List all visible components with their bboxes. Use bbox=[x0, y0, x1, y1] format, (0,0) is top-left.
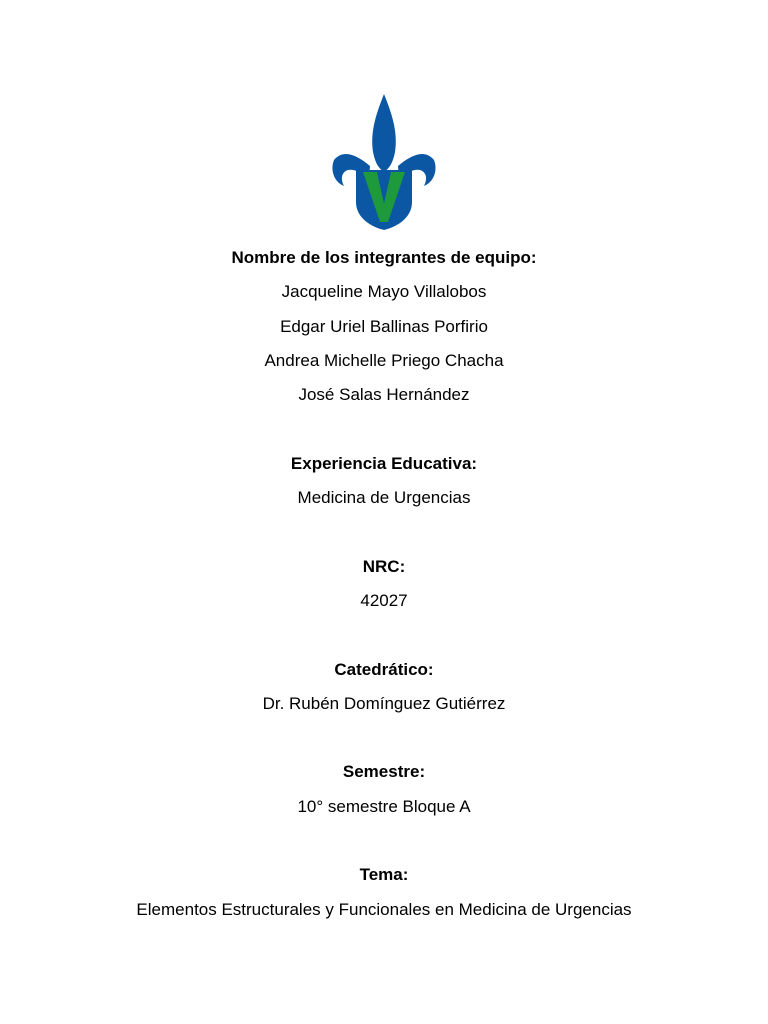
nrc-value: 42027 bbox=[360, 590, 408, 610]
nrc-heading: NRC: bbox=[362, 556, 406, 576]
team-member: Andrea Michelle Priego Chacha bbox=[264, 350, 504, 370]
team-member: Jacqueline Mayo Villalobos bbox=[281, 282, 487, 302]
course-value: Medicina de Urgencias bbox=[297, 488, 471, 508]
team-heading: Nombre de los integrantes de equipo: bbox=[231, 248, 537, 267]
topic-heading: Tema: bbox=[359, 865, 409, 885]
team-member: Edgar Uriel Ballinas Porfirio bbox=[280, 316, 488, 336]
logo-central-petal bbox=[372, 94, 396, 172]
university-logo bbox=[330, 92, 438, 232]
semester-heading: Semestre: bbox=[342, 762, 426, 782]
teacher-value: Dr. Rubén Domínguez Gutiérrez bbox=[262, 693, 506, 713]
cover-info bbox=[0, 246, 768, 932]
teacher-heading: Catedrático: bbox=[334, 659, 434, 679]
semester-value: 10° semestre Bloque A bbox=[297, 796, 471, 816]
topic-value: Elementos Estructurales y Funcionales en Medicina de Urgencias bbox=[136, 899, 632, 919]
course-heading: Experiencia Educativa: bbox=[290, 453, 478, 473]
team-member: José Salas Hernández bbox=[298, 385, 470, 405]
